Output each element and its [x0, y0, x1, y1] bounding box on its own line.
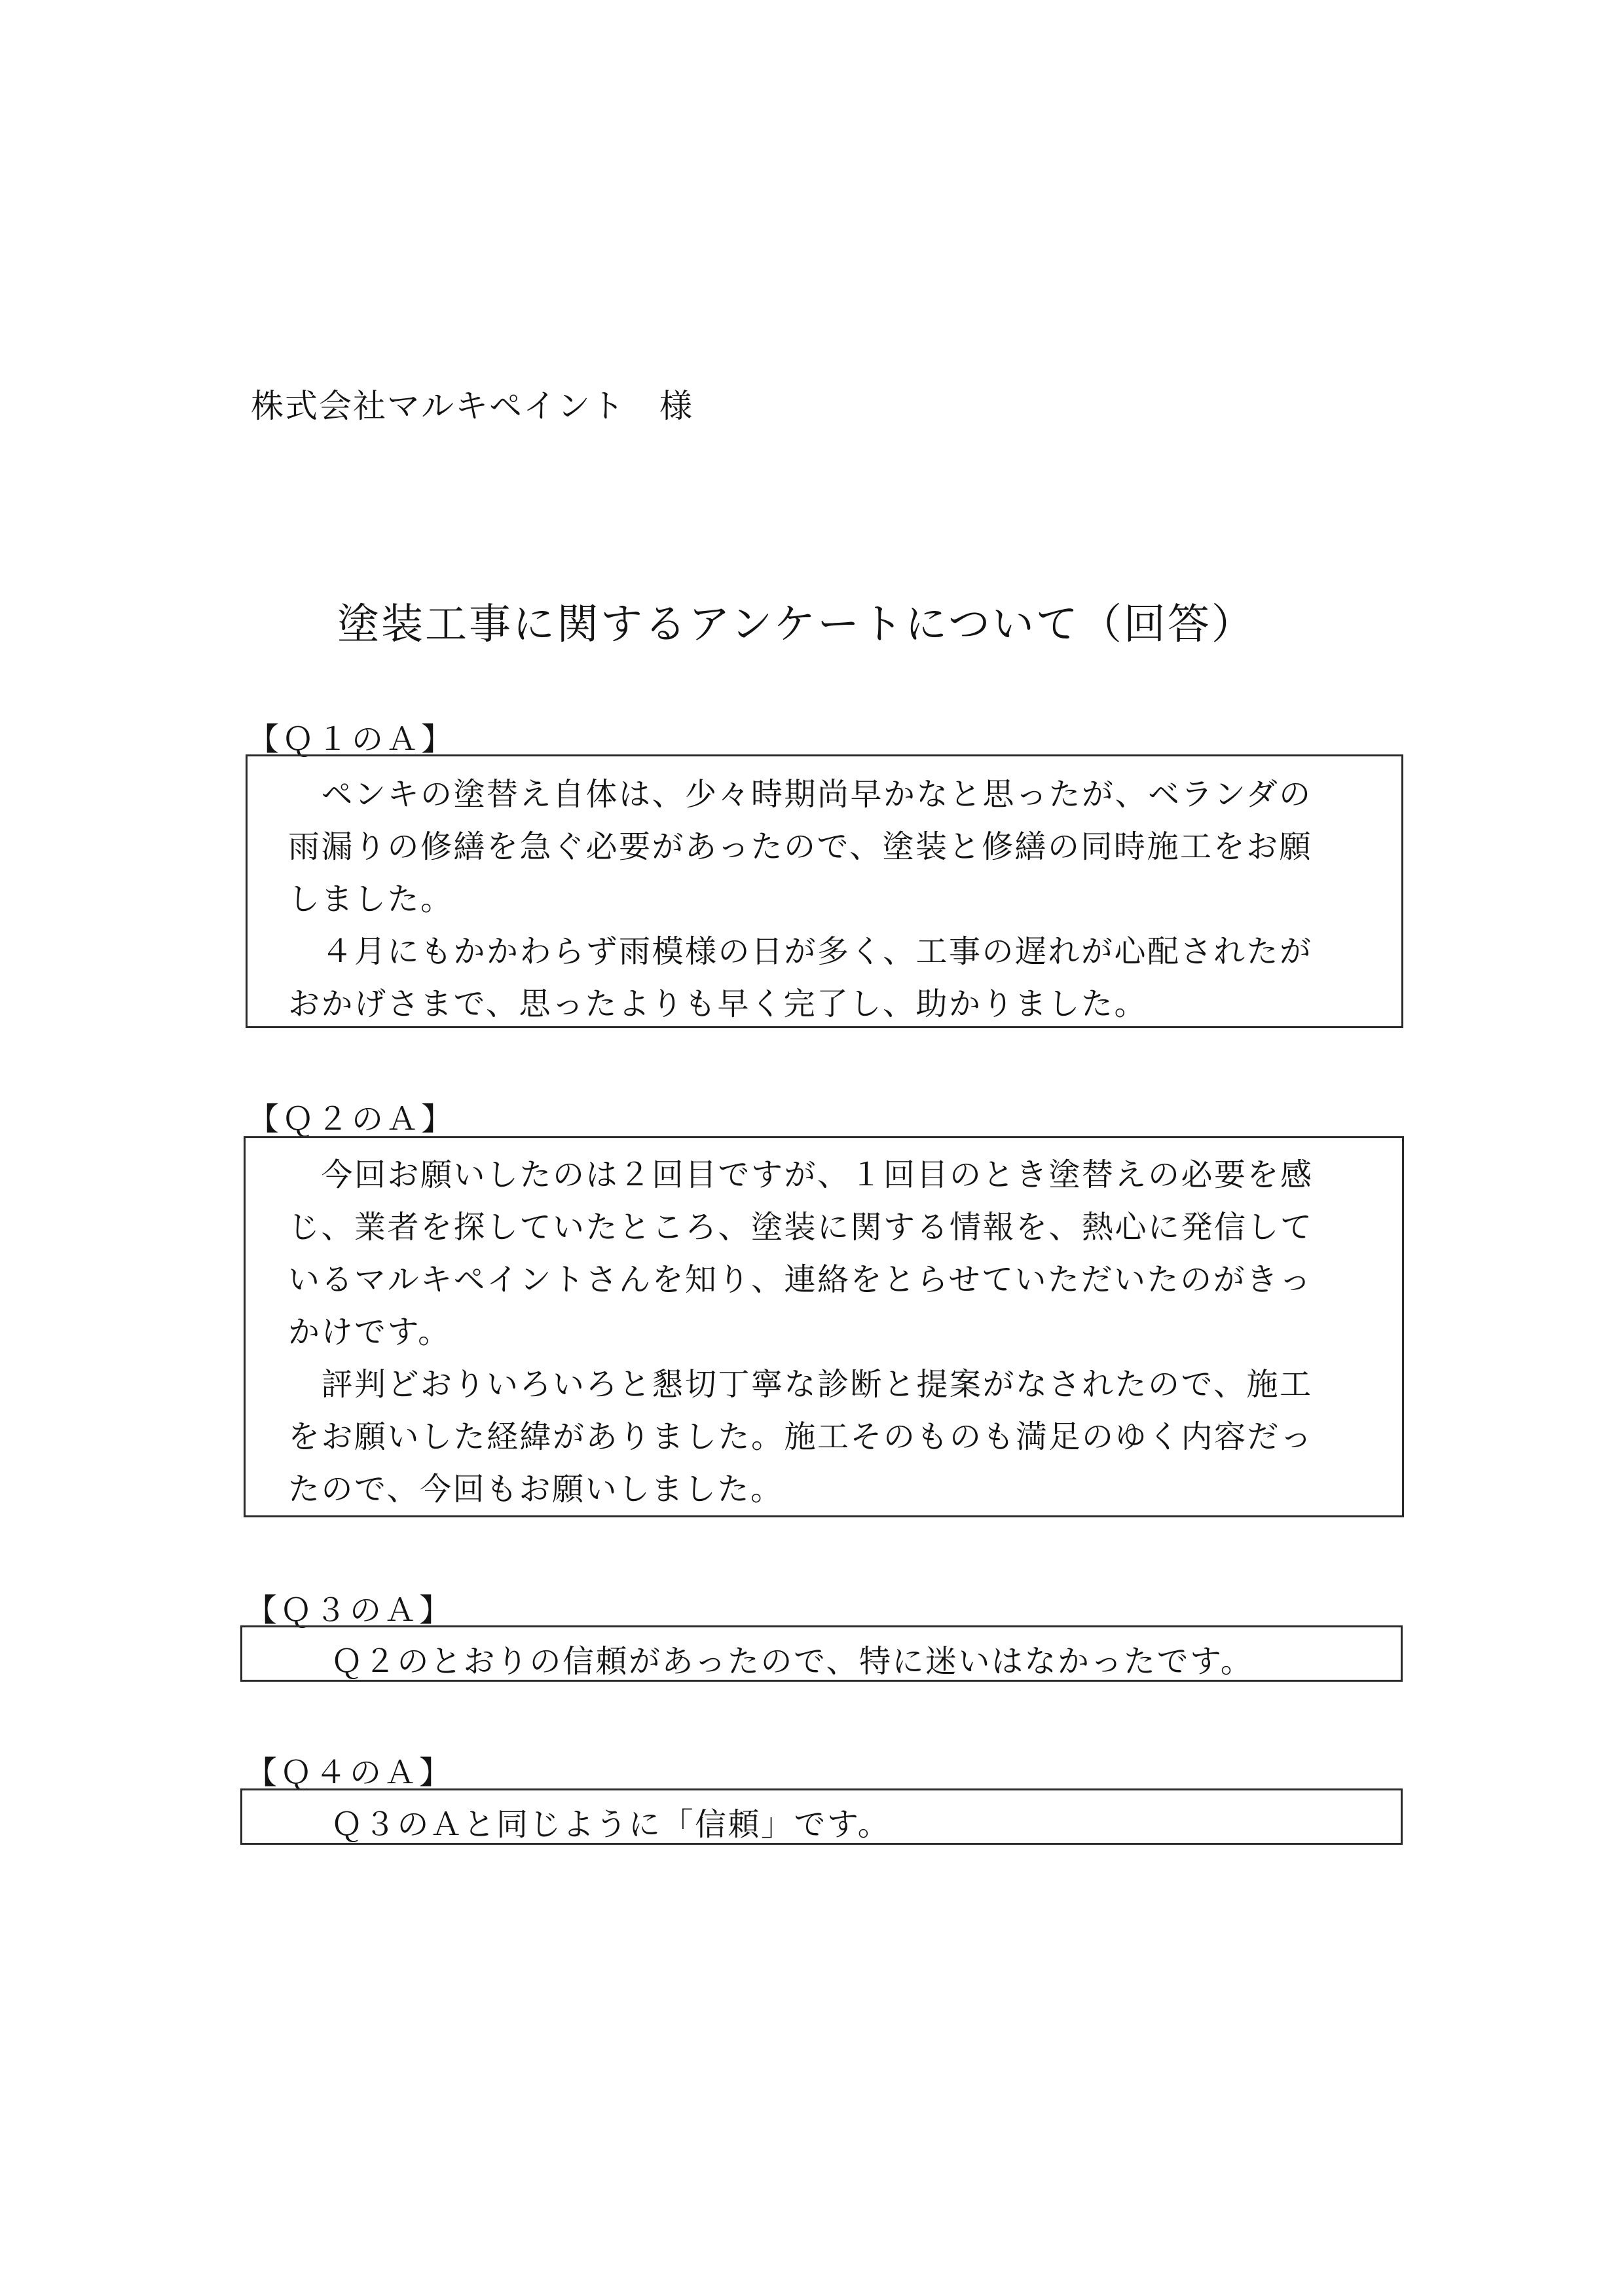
answer-line: じ、業者を探していたところ、塗装に関する情報を、熱心に発信して: [288, 1209, 1314, 1246]
q4-answer-label: 【Ｑ４のＡ】: [246, 1754, 454, 1791]
answer-line: ペンキの塗替え自体は、少々時期尚早かなと思ったが、ベランダの: [288, 776, 1312, 813]
q4-answer-box: [240, 1788, 1403, 1845]
answer-line: 今回お願いしたのは２回目ですが、１回目のとき塗替えの必要を感: [288, 1157, 1314, 1193]
answer-line: 雨漏りの修繕を急ぐ必要があったので、塗装と修繕の同時施工をお願: [288, 828, 1313, 865]
document-title: 塗装工事に関するアンケートについて（回答）: [337, 601, 1255, 649]
q2-answer-box: [244, 1136, 1404, 1517]
answer-line: いるマルキペイントさんを知り、連絡をとらせていただいたのがきっ: [288, 1261, 1313, 1298]
q1-answer-label: 【Ｑ１のＡ】: [248, 721, 456, 758]
answer-line: Ｑ３のＡと同じように「信頼」です。: [298, 1806, 891, 1843]
answer-line: しました。: [288, 881, 454, 917]
answer-line: かけです。: [288, 1314, 451, 1350]
addressee: 株式会社マルキペイント 様: [251, 387, 693, 425]
q3-answer-label: 【Ｑ３のＡ】: [246, 1592, 454, 1629]
answer-line: をお願いした経緯がありました。施工そのものも満足のゆく内容だっ: [288, 1418, 1314, 1455]
answer-line: Ｑ２のとおりの信頼があったので、特に迷いはなかったです。: [298, 1643, 1254, 1680]
answer-line: ４月にもかかわらず雨模様の日が多く、工事の遅れが心配されたが: [288, 933, 1313, 970]
q2-answer-label: 【Ｑ２のＡ】: [248, 1101, 456, 1138]
answer-line: たので、今回もお願いしました。: [288, 1471, 784, 1508]
answer-line: 評判どおりいろいろと懇切丁寧な診断と提案がなされたので、施工: [288, 1366, 1313, 1403]
q1-answer-box: [246, 754, 1403, 1028]
q3-answer-box: [240, 1625, 1403, 1682]
answer-line: おかげさまで、思ったよりも早く完了し、助かりました。: [288, 986, 1148, 1022]
